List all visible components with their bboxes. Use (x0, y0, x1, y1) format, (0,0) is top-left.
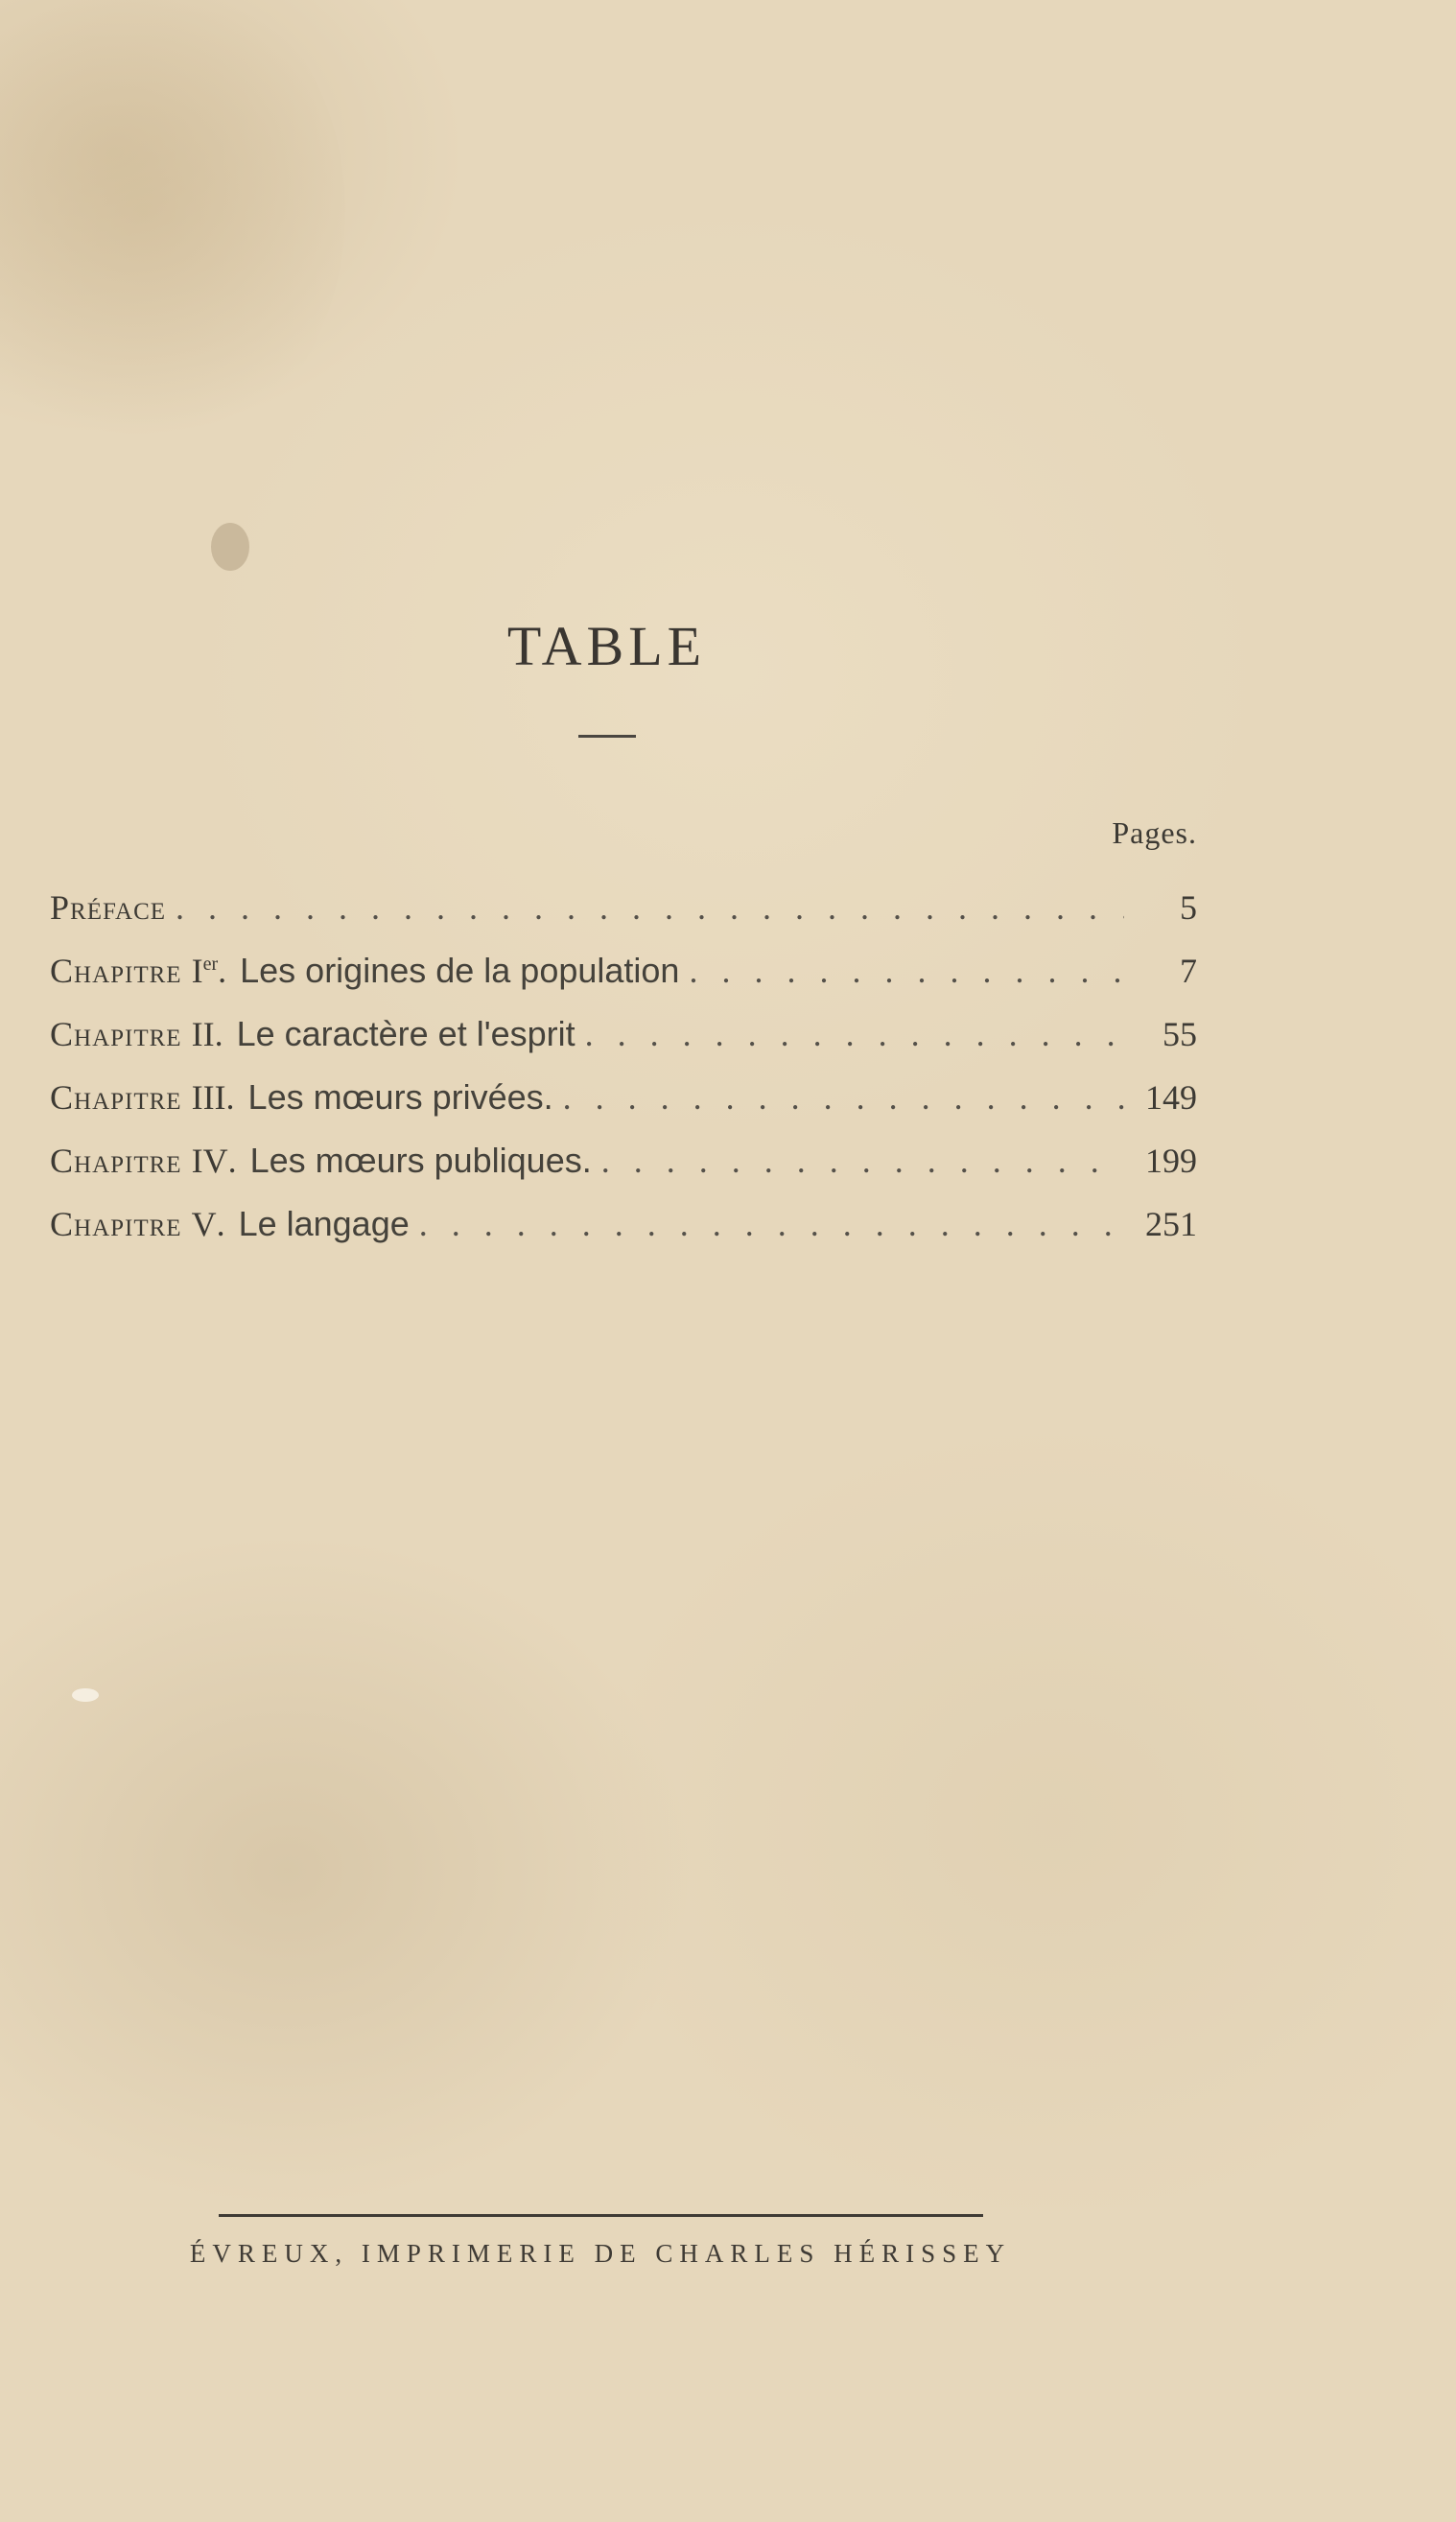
entry-title: Les mœurs privées. (247, 1077, 553, 1117)
dot-leader (563, 1077, 1124, 1118)
chapter-numeral: V (191, 1205, 217, 1243)
entry-title: Le caractère et l'esprit (236, 1014, 575, 1053)
title-rule (578, 735, 636, 738)
chapter-number (192, 1141, 228, 1181)
toc-entry-chapter-3 (50, 1077, 1197, 1141)
chapter-numeral: II (191, 1015, 215, 1053)
chapter-number (192, 1204, 217, 1244)
entry-page-number: 251 (1145, 1205, 1197, 1243)
numeral-period: . (216, 1205, 225, 1243)
paper-spot (211, 523, 249, 571)
chapter-number (192, 1014, 215, 1054)
numeral-period: . (218, 952, 227, 990)
entry-page-number: 7 (1180, 952, 1197, 990)
entry-page-number: 149 (1145, 1078, 1197, 1117)
entry-label: Chapitre (50, 1078, 182, 1117)
entry-title: Le langage (238, 1204, 410, 1243)
dot-leader (176, 887, 1124, 928)
dot-leader (689, 951, 1124, 991)
chapter-number (192, 951, 219, 991)
dot-leader (585, 1014, 1124, 1054)
imprint-rule (219, 2214, 983, 2217)
table-of-contents (50, 887, 1197, 1267)
entry-title: Les mœurs publiques. (249, 1141, 592, 1180)
chapter-numeral: III (191, 1078, 226, 1117)
toc-entry-chapter-4 (50, 1141, 1197, 1204)
entry-label: Préface (50, 888, 167, 927)
toc-entry-chapter-1 (50, 951, 1197, 1014)
page-title: TABLE (506, 615, 707, 677)
chapter-number-superscript: er (202, 954, 219, 975)
paper-stain (0, 0, 345, 460)
entry-label: Chapitre (50, 1205, 182, 1243)
toc-entry-preface (50, 887, 1197, 951)
paper-spot (72, 1688, 99, 1702)
numeral-period: . (214, 1015, 223, 1053)
numeral-period: . (227, 1142, 237, 1180)
entry-label: Chapitre (50, 1142, 182, 1180)
chapter-numeral: IV (191, 1142, 228, 1180)
chapter-numeral: I (191, 952, 203, 990)
entry-label: Chapitre (50, 952, 182, 990)
entry-title: Les origines de la population (240, 951, 680, 990)
dot-leader (601, 1141, 1124, 1181)
entry-page-number: 5 (1180, 888, 1197, 927)
toc-entry-chapter-2 (50, 1014, 1197, 1077)
pages-column-header: Pages. (1112, 815, 1197, 850)
entry-page-number: 199 (1145, 1142, 1197, 1180)
entry-page-number: 55 (1162, 1015, 1197, 1053)
entry-label: Chapitre (50, 1015, 182, 1053)
dot-leader (419, 1204, 1124, 1244)
numeral-period: . (225, 1078, 235, 1117)
printer-imprint: ÉVREUX, IMPRIMERIE DE CHARLES HÉRISSEY (189, 2239, 1012, 2268)
toc-entry-chapter-5 (50, 1204, 1197, 1267)
chapter-number (192, 1077, 226, 1118)
